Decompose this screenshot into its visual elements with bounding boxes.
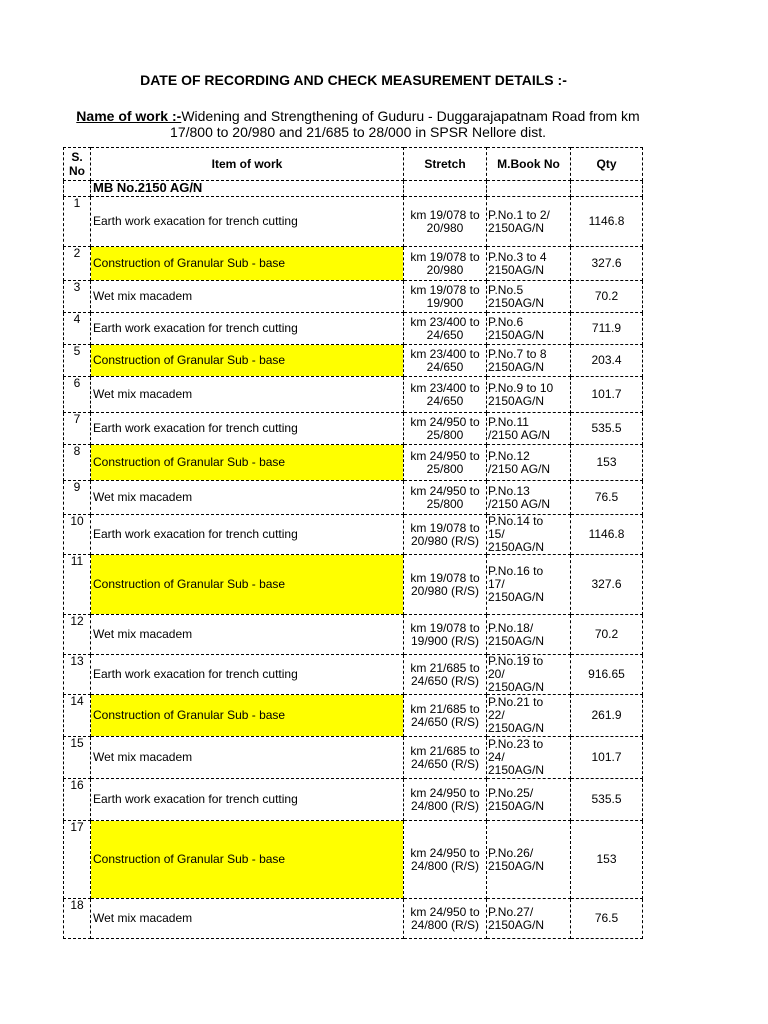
row-stretch: km 24/950 to 25/800	[404, 445, 487, 481]
row-qty: 70.2	[571, 615, 643, 655]
row-qty: 70.2	[571, 281, 643, 313]
row-stretch: km 21/685 to 24/650 (R/S)	[404, 655, 487, 695]
table-row	[64, 655, 643, 695]
row-item-of-work: Wet mix macadem	[91, 615, 404, 655]
table-row	[64, 197, 643, 247]
row-mbook-no: P.No.18/ 2150AG/N	[487, 615, 571, 655]
row-sno: 2	[64, 247, 91, 281]
row-stretch: km 21/685 to 24/650 (R/S)	[404, 695, 487, 737]
table-row	[64, 821, 643, 899]
row-stretch: km 19/078 to 19/900 (R/S)	[404, 615, 487, 655]
table-row	[64, 413, 643, 445]
row-stretch: km 24/950 to 25/800	[404, 413, 487, 445]
row-mbook-no: P.No.7 to 8 2150AG/N	[487, 345, 571, 377]
header-sno: S. No	[64, 148, 91, 181]
table-row	[64, 445, 643, 481]
table-row	[64, 345, 643, 377]
measurement-table	[63, 147, 643, 939]
row-item-of-work: Wet mix macadem	[91, 377, 404, 413]
table-row	[64, 313, 643, 345]
row-sno: 10	[64, 515, 91, 555]
row-qty: 101.7	[571, 377, 643, 413]
row-sno: 4	[64, 313, 91, 345]
row-sno: 18	[64, 899, 91, 939]
row-stretch: km 24/950 to 24/800 (R/S)	[404, 779, 487, 821]
row-stretch: km 24/950 to 25/800	[404, 481, 487, 515]
row-stretch: km 23/400 to 24/650	[404, 377, 487, 413]
row-item-of-work: Construction of Granular Sub - base	[91, 345, 404, 377]
row-sno: 3	[64, 281, 91, 313]
row-qty: 327.6	[571, 247, 643, 281]
table-row	[64, 377, 643, 413]
name-of-work-text: Widening and Strengthening of Guduru - Duggarajapatnam Road from km 17/800 to 20/980 and 21/685 to 28/000 in SPSR Nellore dist.	[170, 108, 640, 140]
row-qty: 535.5	[571, 413, 643, 445]
row-item-of-work: Earth work exacation for trench cutting	[91, 779, 404, 821]
row-stretch: km 19/078 to 20/980	[404, 247, 487, 281]
row-sno: 13	[64, 655, 91, 695]
table-header-row	[64, 148, 643, 181]
row-item-of-work: Wet mix macadem	[91, 281, 404, 313]
row-sno: 9	[64, 481, 91, 515]
row-stretch: km 19/078 to 20/980 (R/S)	[404, 555, 487, 615]
row-mbook-no: P.No.1 to 2/ 2150AG/N	[487, 197, 571, 247]
row-item-of-work: Wet mix macadem	[91, 899, 404, 939]
row-item-of-work: Wet mix macadem	[91, 737, 404, 779]
row-qty: 535.5	[571, 779, 643, 821]
row-stretch: km 24/950 to 24/800 (R/S)	[404, 899, 487, 939]
header-qty: Qty	[571, 148, 643, 181]
row-mbook-no: P.No.14 to 15/ 2150AG/N	[487, 515, 571, 555]
row-qty: 76.5	[571, 481, 643, 515]
table-row	[64, 779, 643, 821]
row-mbook-no: P.No.25/ 2150AG/N	[487, 779, 571, 821]
row-stretch: km 24/950 to 24/800 (R/S)	[404, 821, 487, 899]
row-item-of-work: Construction of Granular Sub - base	[91, 695, 404, 737]
row-sno: 17	[64, 821, 91, 899]
row-item-of-work: Wet mix macadem	[91, 481, 404, 515]
row-mbook-no: P.No.27/ 2150AG/N	[487, 899, 571, 939]
table-row	[64, 615, 643, 655]
table-row	[64, 899, 643, 939]
table-row	[64, 515, 643, 555]
row-mbook-no: P.No.11 /2150 AG/N	[487, 413, 571, 445]
row-sno: 15	[64, 737, 91, 779]
row-qty: 76.5	[571, 899, 643, 939]
table-row	[64, 695, 643, 737]
row-item-of-work: Earth work exacation for trench cutting	[91, 413, 404, 445]
row-qty: 153	[571, 445, 643, 481]
row-stretch: km 23/400 to 24/650	[404, 313, 487, 345]
page-title: DATE OF RECORDING AND CHECK MEASUREMENT DETAILS :-	[140, 72, 567, 88]
row-qty: 101.7	[571, 737, 643, 779]
table-row	[64, 737, 643, 779]
row-sno: 5	[64, 345, 91, 377]
row-qty: 1146.8	[571, 197, 643, 247]
row-qty: 1146.8	[571, 515, 643, 555]
row-qty: 711.9	[571, 313, 643, 345]
row-sno: 7	[64, 413, 91, 445]
row-qty: 153	[571, 821, 643, 899]
row-stretch: km 19/078 to 20/980	[404, 197, 487, 247]
table-row	[64, 481, 643, 515]
row-item-of-work: Construction of Granular Sub - base	[91, 445, 404, 481]
row-qty: 203.4	[571, 345, 643, 377]
row-qty: 916.65	[571, 655, 643, 695]
row-qty: 327.6	[571, 555, 643, 615]
row-mbook-no: P.No.16 to 17/ 2150AG/N	[487, 555, 571, 615]
name-of-work-label: Name of work :-	[76, 108, 182, 124]
row-stretch: km 21/685 to 24/650 (R/S)	[404, 737, 487, 779]
row-mbook-no: P.No.12 /2150 AG/N	[487, 445, 571, 481]
row-sno: 12	[64, 615, 91, 655]
row-stretch: km 19/078 to 20/980 (R/S)	[404, 515, 487, 555]
table-row	[64, 555, 643, 615]
row-mbook-no: P.No.21 to 22/ 2150AG/N	[487, 695, 571, 737]
row-mbook-no: P.No.6 2150AG/N	[487, 313, 571, 345]
row-sno: 6	[64, 377, 91, 413]
name-of-work	[63, 108, 653, 140]
row-item-of-work: Construction of Granular Sub - base	[91, 555, 404, 615]
row-qty: 261.9	[571, 695, 643, 737]
row-stretch: km 23/400 to 24/650	[404, 345, 487, 377]
row-sno: 1	[64, 197, 91, 247]
row-mbook-no: P.No.13 /2150 AG/N	[487, 481, 571, 515]
mb-heading-row	[64, 181, 643, 197]
row-mbook-no: P.No.23 to 24/ 2150AG/N	[487, 737, 571, 779]
row-mbook-no: P.No.9 to 10 2150AG/N	[487, 377, 571, 413]
row-mbook-no: P.No.3 to 4 2150AG/N	[487, 247, 571, 281]
row-item-of-work: Earth work exacation for trench cutting	[91, 655, 404, 695]
row-sno: 8	[64, 445, 91, 481]
row-sno: 11	[64, 555, 91, 615]
mb-heading-sno	[64, 181, 91, 197]
row-item-of-work: Construction of Granular Sub - base	[91, 821, 404, 899]
row-sno: 16	[64, 779, 91, 821]
row-mbook-no: P.No.26/ 2150AG/N	[487, 821, 571, 899]
header-item: Item of work	[91, 148, 404, 181]
mb-heading: MB No.2150 AG/N	[91, 181, 404, 197]
row-item-of-work: Earth work exacation for trench cutting	[91, 313, 404, 345]
row-item-of-work: Earth work exacation for trench cutting	[91, 515, 404, 555]
row-mbook-no: P.No.5 2150AG/N	[487, 281, 571, 313]
row-stretch: km 19/078 to 19/900	[404, 281, 487, 313]
header-mbook: M.Book No	[487, 148, 571, 181]
row-item-of-work: Earth work exacation for trench cutting	[91, 197, 404, 247]
table-row	[64, 281, 643, 313]
row-mbook-no: P.No.19 to 20/ 2150AG/N	[487, 655, 571, 695]
header-stretch: Stretch	[404, 148, 487, 181]
row-item-of-work: Construction of Granular Sub - base	[91, 247, 404, 281]
row-sno: 14	[64, 695, 91, 737]
measurement-sheet	[63, 147, 643, 957]
table-row	[64, 247, 643, 281]
